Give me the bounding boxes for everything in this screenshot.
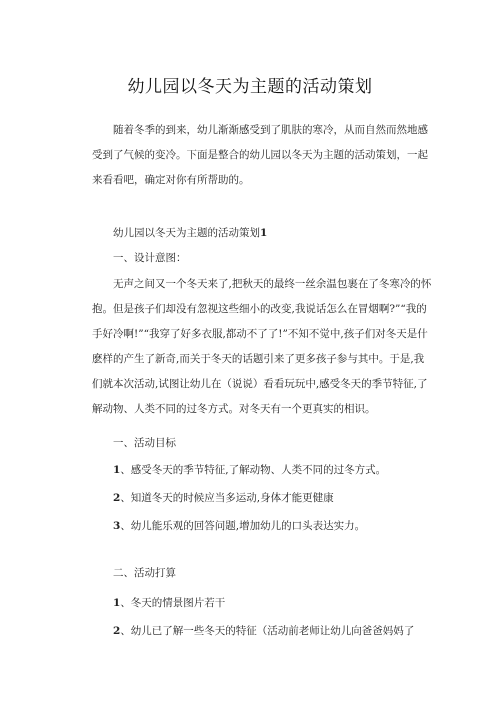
prep-item — [113, 623, 414, 639]
intro-paragraph: 随着冬季的到来，幼儿渐渐感受到了肌肤的寒冷，从而自然而然地感受到了气候的变冷。下面是整合的幼儿园以冬天为主题的活动策划，一起来看看吧，确定对你有所帮助的。 — [92, 124, 428, 186]
section-title-number: 1 — [260, 227, 268, 239]
section-title-text: 幼儿园以冬天为主题的活动策划 — [113, 227, 260, 239]
goal-number: 2 — [113, 492, 121, 504]
prep-heading: 二、活动打算 — [113, 567, 176, 579]
goal-text: 、知道冬天的时候应当多运动,身体才能更健康 — [120, 492, 334, 504]
document-title: 幼儿园以冬天为主题的活动策划 — [127, 77, 373, 97]
prep-number: 2 — [113, 625, 121, 637]
prep-text: 、冬天的情景图片若干 — [120, 597, 226, 609]
goal-item — [113, 518, 365, 534]
goal-number: 3 — [113, 520, 121, 532]
goal-number: 1 — [113, 464, 121, 476]
prep-text: 、幼儿已了解一些冬天的特征（活动前老师让幼儿向爸爸妈妈了 — [120, 625, 415, 637]
section-title — [113, 225, 267, 241]
prep-number: 1 — [113, 597, 121, 609]
goal-item — [113, 462, 386, 478]
goals-heading: 一、活动目标 — [113, 437, 176, 449]
goal-text: 、幼儿能乐观的回答问题,增加幼儿的口头表达实力。 — [120, 520, 366, 532]
design-paragraph: 无声之间又一个冬天来了,把秋天的最终一丝余温包裹在了冬寒冷的怀抱。但是孩子们却没有忽视这些细小的改变,我说话怎么在冒烟啊?”“我的手好冷啊!”“我穿了好多衣服,都动不了了!”不知不觉中,孩子们对冬天是什麽样的产生了新奇,而关于冬天的话题引来了更多孩子参与其中。于是,我们就本次活动,试图让幼儿在（说说）看看玩玩中,感受冬天的季节特征,了解动物、人类不同的过冬方式。对冬天有一个更真实的相识。 — [92, 278, 432, 415]
design-heading: 一、设计意图： — [113, 252, 187, 264]
goal-text: 、感受冬天的季节特征,了解动物、人类不同的过冬方式。 — [120, 464, 387, 476]
goal-item — [113, 490, 334, 506]
prep-item — [113, 595, 225, 611]
